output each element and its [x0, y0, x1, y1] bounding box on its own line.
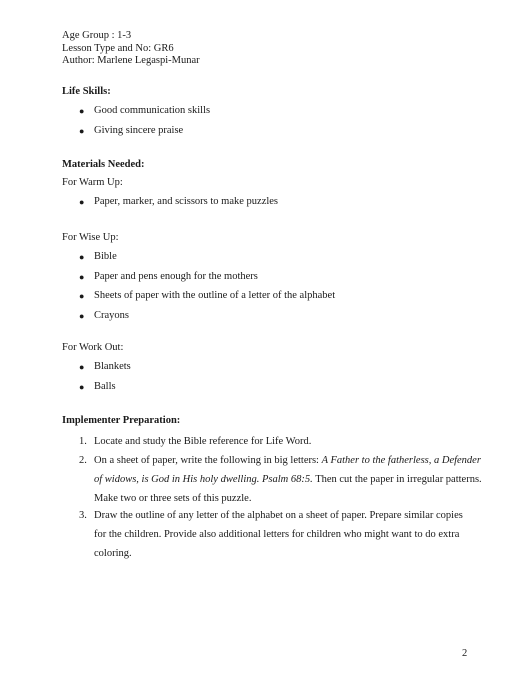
age-group: Age Group : 1-3 [62, 30, 132, 41]
bullet-icon: ● [79, 271, 85, 282]
wise-up-label: For Wise Up: [62, 232, 119, 243]
bullet-icon: ● [79, 106, 85, 116]
warm-up-label: For Warm Up: [62, 177, 123, 188]
bullet-icon: ● [79, 310, 85, 321]
bullet-icon: ● [79, 252, 85, 262]
life-skills-title: Life Skills: [62, 86, 111, 97]
page-number: 2 [462, 648, 468, 659]
materials-title: Materials Needed: [62, 159, 145, 170]
preparation-title: Implementer Preparation: [62, 415, 181, 426]
work-out-label: For Work Out: [62, 342, 124, 353]
bullet-icon: ● [79, 125, 85, 136]
lesson-header [62, 30, 200, 68]
bullet-icon: ● [79, 362, 85, 372]
document-page: Age Group : 1-3 Lesson Type and No: GR6 Author: Marlene Legaspi-Munar Life Skills: ● Good communication skills ● Giving sincere praise Materials Needed: For Warm Up: ● Paper, marker, and scissors to make puzzles For Wise Up: ● Bible ● Paper and pens enough for the mothers ● Sheets of paper with the outline of a letter of the alphabet ● Crayons For Work Out: ● Blankets ● Balls Implementer Preparation: 1. Locate and study the Bible reference for Life Word. 2. On a sheet of paper, write the following in big letters: A Father to the fatherless, a Defender of widows, is God in His holy dwelling. Psalm 68:5. Then cut the paper in irregular patterns. Make two or three sets of this puzzle. 3. Draw the outline of any letter of the alphabet on a sheet of paper. Prepare similar copies for the children. Provide also additional letters for children who might want to do extra coloring. 2 [62, 30, 482, 659]
lesson-type: Lesson Type and No: GR6 [62, 42, 174, 54]
bullet-icon: ● [79, 381, 85, 392]
author: Author: Marlene Legaspi-Munar [62, 55, 200, 66]
bullet-icon: ● [79, 291, 85, 301]
bullet-icon: ● [79, 197, 85, 207]
